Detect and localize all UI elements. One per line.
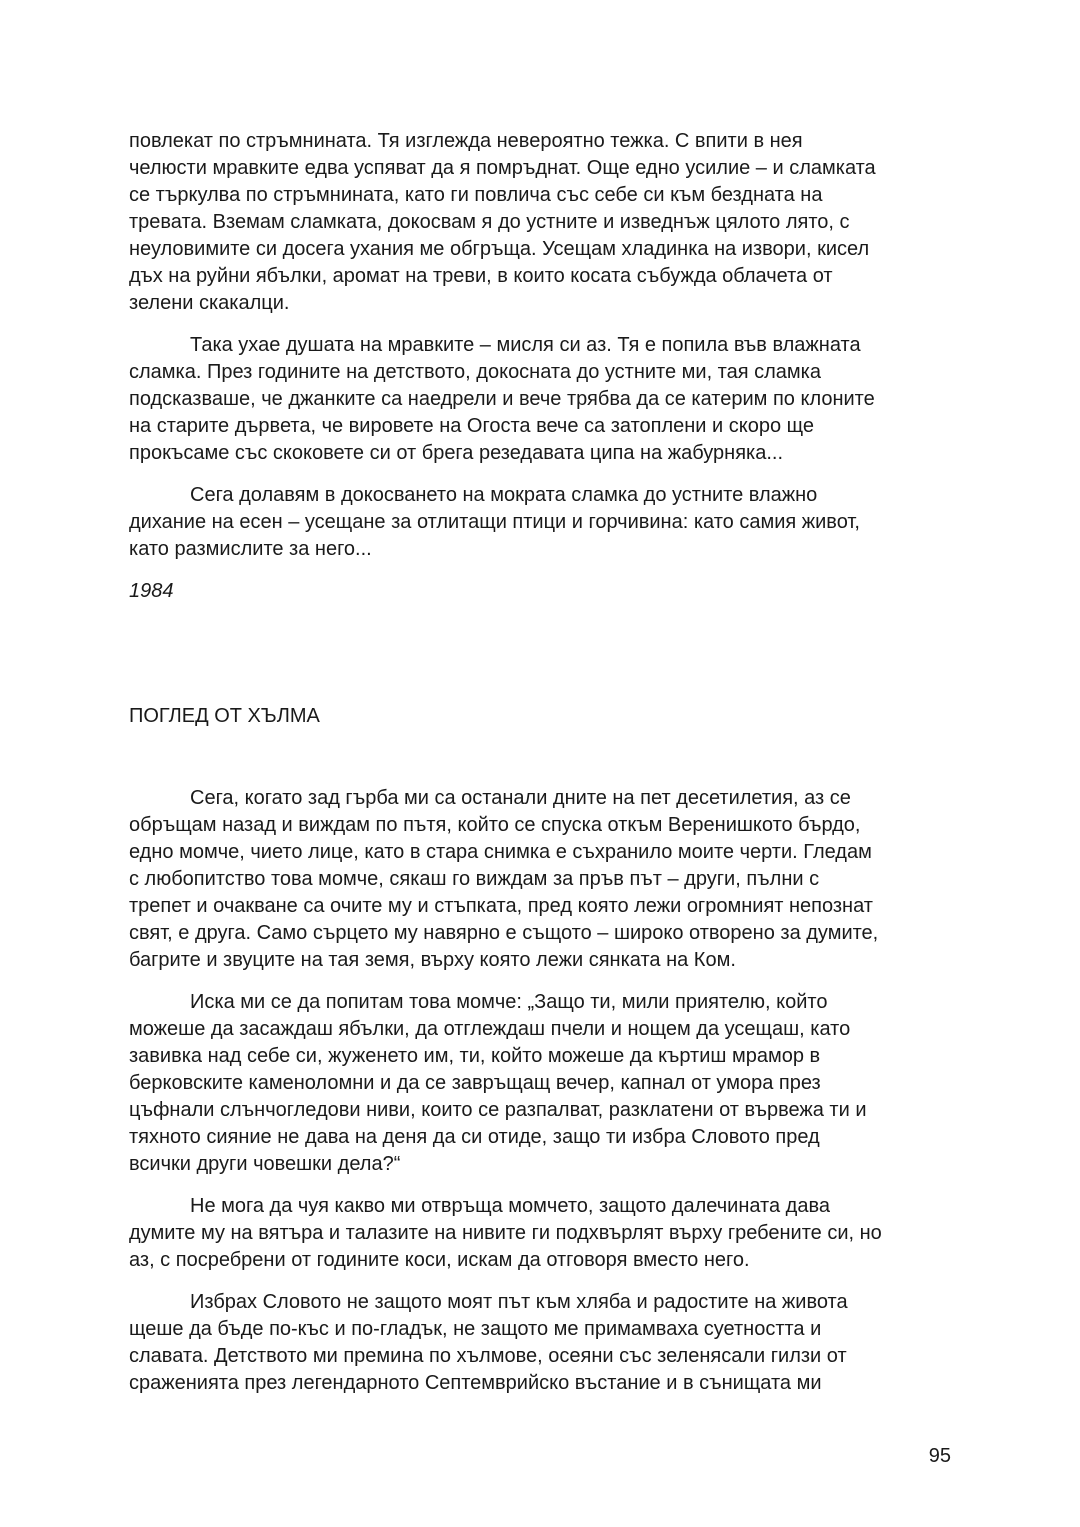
text-line: зелени скакалци. <box>129 292 290 314</box>
paragraph-gap <box>129 317 959 332</box>
text-line: аз, с посребрени от годините коси, искам да отговоря вместо него. <box>129 1249 750 1271</box>
text-line: сраженията през легендарното Септемврийско въстание и в сънищата ми <box>129 1372 822 1394</box>
text-line: неуловимите си досега ухания ме обгръща. Усещам хладинка на извори, кисел <box>129 238 870 260</box>
text-line: Сега, когато зад гърба ми са останали дните на пет десетилетия, аз се <box>190 787 851 809</box>
text-line: челюсти мравките едва успяват да я помръднат. Още едно усилие – и сламката <box>129 157 876 179</box>
paragraph <box>129 332 959 467</box>
text-line: думите му на вятъра и талазите на нивите ги подхвърлят върху гребените си, но <box>129 1222 882 1244</box>
paragraph <box>129 785 959 974</box>
text-line: Иска ми се да попитам това момче: „Защо ти, мили приятелю, който <box>190 991 828 1013</box>
text-line: багрите и звуците на тая земя, върху която лежи сянката на Ком. <box>129 949 736 971</box>
text-line: свят, е друга. Само сърцето му навярно е същото – широко отворено за думите, <box>129 922 879 944</box>
paragraph <box>129 482 959 563</box>
text-line: едно момче, чието лице, като в стара снимка е съхранило моите черти. Гледам <box>129 841 872 863</box>
text-line: трепет и очакване са очите му и стъпката, пред която лежи огромният непознат <box>129 895 873 917</box>
text-line: повлекат по стръмнината. Тя изглежда невероятно тежка. С впити в нея <box>129 130 803 152</box>
section-title: ПОГЛЕД ОТ ХЪЛМА <box>129 705 320 727</box>
text-line: сламка. През годините на детството, докосната до устните ми, тая сламка <box>129 361 821 383</box>
text-line: всички други човешки дела?“ <box>129 1153 401 1175</box>
text-line: можеше да засаждаш ябълки, да отглеждаш пчели и нощем да усещаш, като <box>129 1018 851 1040</box>
text-line: с любопитство това момче, сякаш го виждам за пръв път – други, пълни с <box>129 868 820 890</box>
section1 <box>129 128 959 563</box>
text-line: Сега долавям в докосването на мократа сламка до устните влажно <box>190 484 818 506</box>
text-line: цъфнали слънчогледови ниви, които се разпалват, разклатени от вървежа ти и <box>129 1099 867 1121</box>
paragraph <box>129 1193 959 1274</box>
paragraph-gap <box>129 1178 959 1193</box>
year: 1984 <box>129 580 174 602</box>
paragraph <box>129 1289 959 1397</box>
section2 <box>129 785 959 1397</box>
text-line: щеше да бъде по-къс и по-гладък, не защото ме примамваха суетността и <box>129 1318 822 1340</box>
text-line: се търкулва по стръмнината, като ги повлича със себе си към бездната на <box>129 184 823 206</box>
text-line: дъх на руйни ябълки, аромат на треви, в които косата събужда облачета от <box>129 265 833 287</box>
text-line: Избрах Словото не защото моят път към хляба и радостите на живота <box>190 1291 848 1313</box>
text-line: тяхното сияние не дава на деня да си отиде, защо ти избра Словото пред <box>129 1126 820 1148</box>
page-number: 95 <box>928 1445 951 1467</box>
text-line: славата. Детството ми премина по хълмове, осеяни със зеленясали гилзи от <box>129 1345 847 1367</box>
text-line: Не мога да чуя какво ми отвръща момчето, защото далечината дава <box>190 1195 830 1217</box>
text-line: на старите дървета, че вировете на Огоста вече са затоплени и скоро ще <box>129 415 814 437</box>
text-line: прокъсаме със скоковете си от брега резедавата ципа на жабурняка... <box>129 442 784 464</box>
paragraph-gap <box>129 467 959 482</box>
text-line: Така ухае душата на мравките – мисля си аз. Тя е попила във влажната <box>190 334 861 356</box>
text-line: берковските каменоломни и да се завръщащ вечер, капнал от умора през <box>129 1072 821 1094</box>
paragraph-gap <box>129 974 959 989</box>
text-line: завивка над себе си, жуженето им, ти, който можеше да къртиш мрамор в <box>129 1045 821 1067</box>
text-line: тревата. Вземам сламката, докосвам я до устните и изведнъж цялото лято, с <box>129 211 850 233</box>
paragraph <box>129 128 959 317</box>
text-line: дихание на есен – усещане за отлитащи птици и горчивина: като самия живот, <box>129 511 860 533</box>
text-line: подсказваше, че джанките са наедрели и вече трябва да се катерим по клоните <box>129 388 875 410</box>
text-line: обръщам назад и виждам по пътя, който се спуска откъм Веренишкото бърдо, <box>129 814 861 836</box>
paragraph-gap <box>129 1274 959 1289</box>
text-line: като размислите за него... <box>129 538 372 560</box>
paragraph <box>129 989 959 1178</box>
